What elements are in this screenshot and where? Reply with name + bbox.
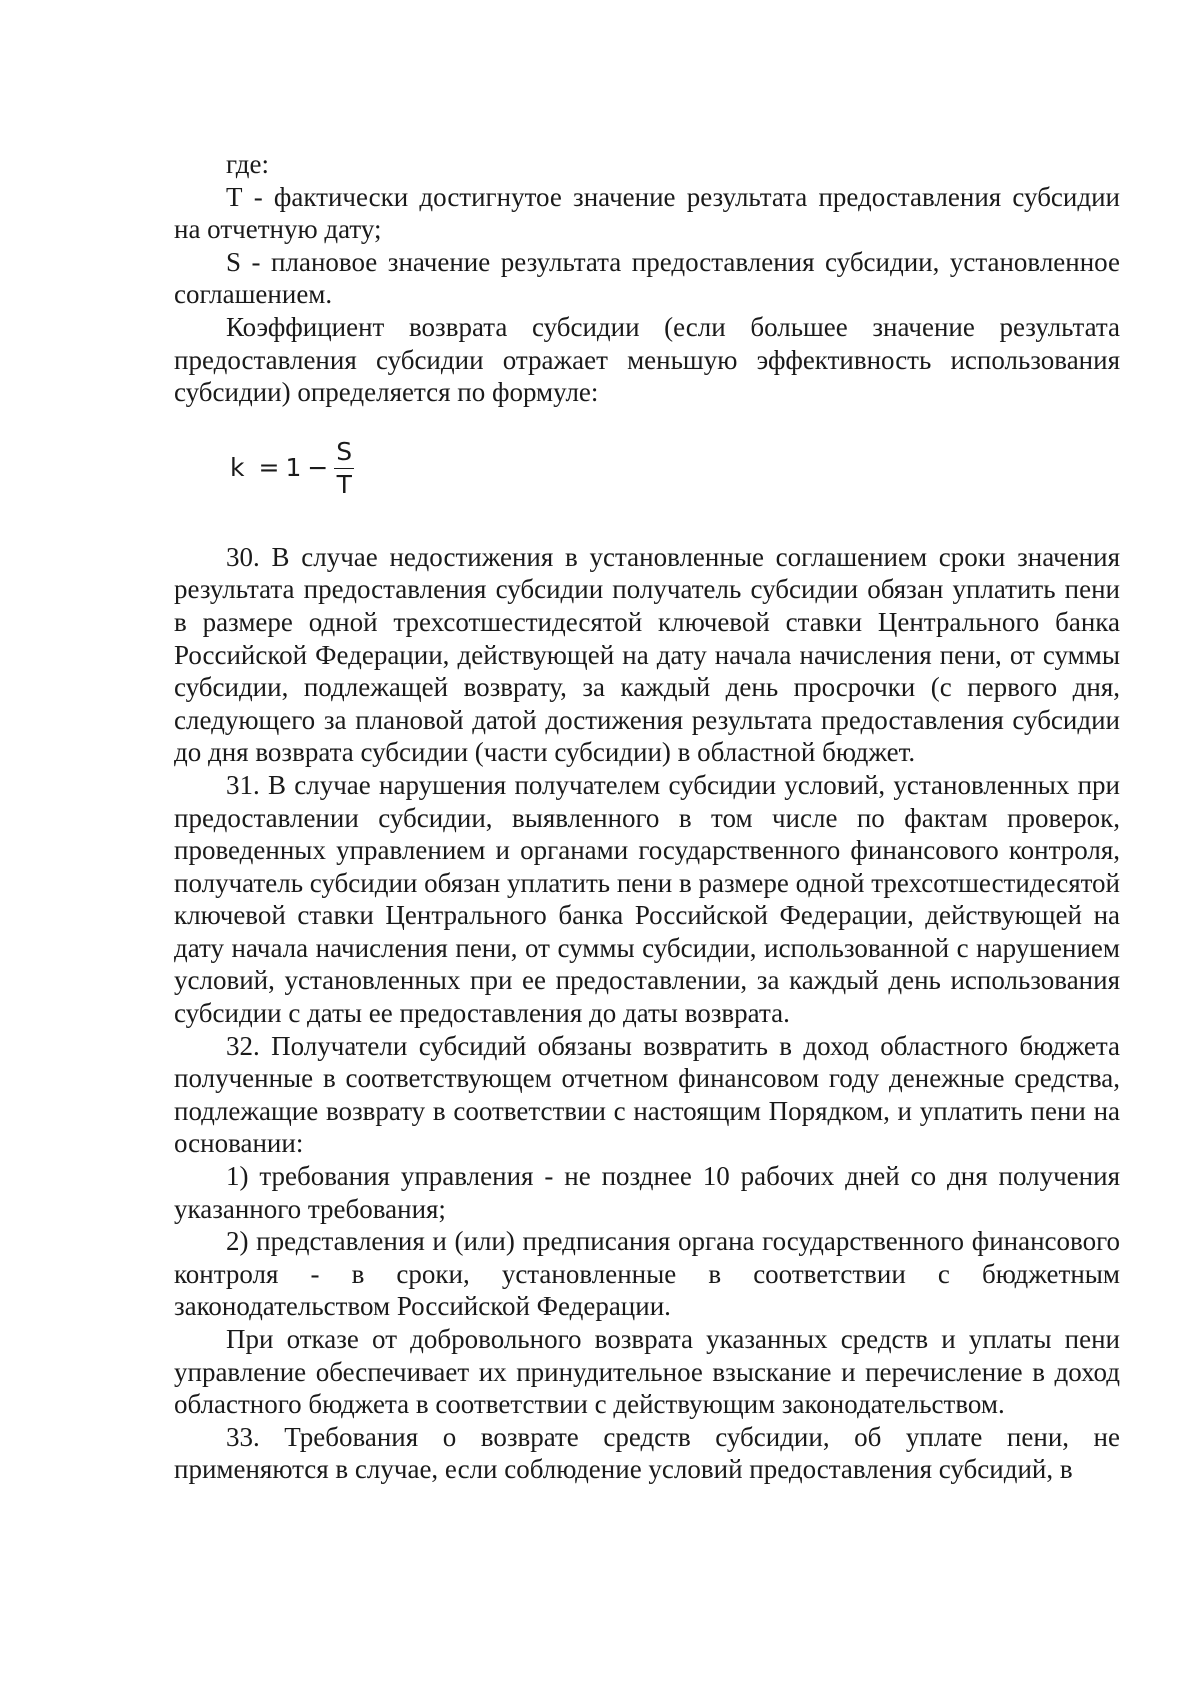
paragraph-32: 32. Получатели субсидий обязаны возвратить в доход областного бюджета полученные в соответствующем отчетном финансовом году денежные средства, подлежащие возврату в соответствии с настоящим Порядком, и уплатить пени на основании: (174, 1030, 1120, 1159)
formula-block (174, 409, 1120, 541)
definition-t: Т - фактически достигнутое значение результата предоставления субсидии на отчетную дату; (174, 181, 1120, 245)
formula-fraction (334, 437, 354, 500)
paragraph-31: 31. В случае нарушения получателем субсидии условий, установленных при предоставлении субсидии, выявленного в том числе по фактам проверок, проведенных управлением и органами государственного финансового контроля, получатель субсидии обязан уплатить пени в размере одной трехсотшестидесятой ключевой ставки Центрального банка Российской Федерации, действующей на дату начала начисления пени, от суммы субсидии, использованной с нарушением условий, установленных при ее предоставлении, за каждый день использования субсидии с даты ее предоставления до даты возврата. (174, 769, 1120, 1029)
formula-minus: − (307, 452, 329, 482)
coefficient-intro: Коэффициент возврата субсидии (если большее значение результата предоставления субсидии отражает меньшую эффективность использования субсидии) определяется по формуле: (174, 311, 1120, 408)
formula-lhs: k (230, 452, 245, 482)
paragraph-33: 33. Требования о возврате средств субсидии, об уплате пени, не применяются в случае, если соблюдение условий предоставления субсидий, в (174, 1421, 1120, 1485)
paragraph-32-item-1: 1) требования управления - не позднее 10 рабочих дней со дня получения указанного требования; (174, 1161, 1120, 1224)
where-label: где: (226, 149, 269, 179)
formula (230, 437, 354, 500)
definition-s: S - плановое значение результата предоставления субсидии, установленное соглашением. (174, 246, 1120, 310)
formula-one: 1 (285, 452, 302, 482)
paragraph-30: 30. В случае недостижения в установленные соглашением сроки значения результата предоставления субсидии получатель субсидии обязан уплатить пени в размере одной трехсотшестидесятой ключевой ставки Центрального банка Российской Федерации, действующей на дату начала начисления пени, от суммы субсидии, подлежащей возврату, за каждый день просрочки (с первого дня, следующего за плановой датой достижения результата предоставления субсидии до дня возврата субсидии (части субсидии) в областной бюджет. (174, 541, 1120, 768)
formula-equals: = (258, 452, 280, 482)
document-page (174, 148, 1120, 1486)
paragraph-32-refusal: При отказе от добровольного возврата указанных средств и уплаты пени управление обеспечивает их принудительное взыскание и перечисление в доход областного бюджета в соответствии с действующим законодательством. (174, 1324, 1120, 1420)
formula-denominator: T (336, 469, 352, 499)
formula-numerator: S (334, 437, 354, 469)
paragraph-32-item-2: 2) представления и (или) предписания органа государственного финансового контроля - в сроки, установленные в соответствии с бюджетным законодательством Российской Федерации. (174, 1226, 1120, 1322)
